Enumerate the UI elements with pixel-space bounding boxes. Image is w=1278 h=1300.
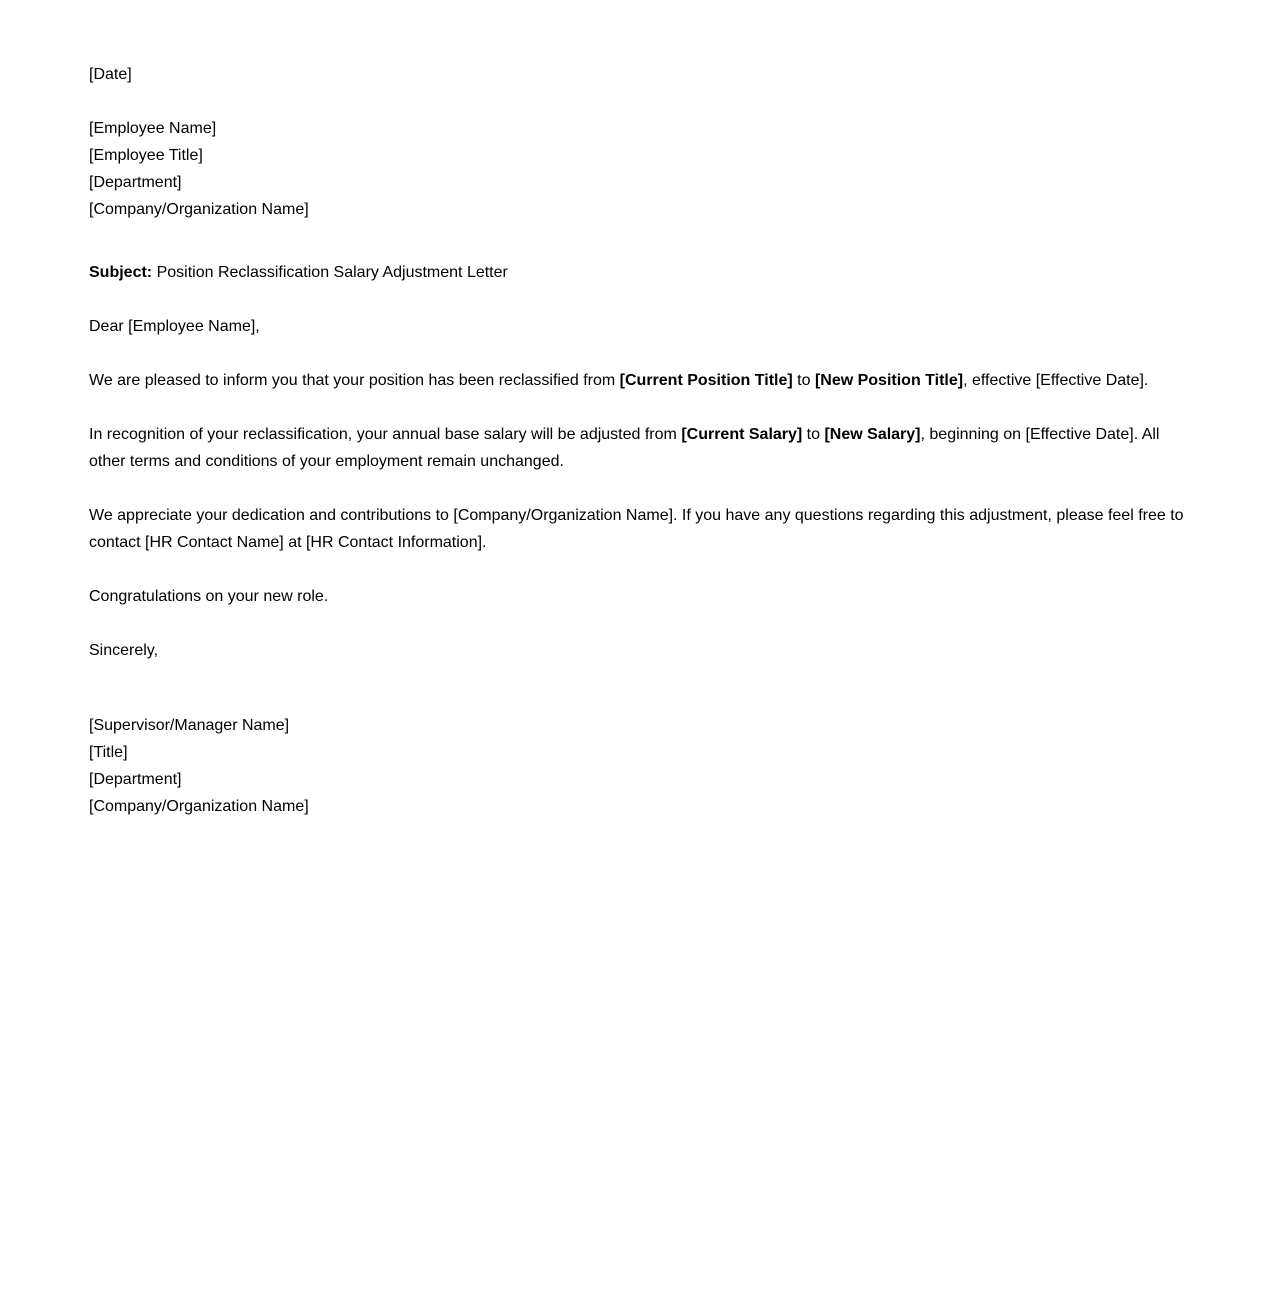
subject-line (89, 259, 1189, 286)
sender-name: [Supervisor/Manager Name] (89, 717, 290, 734)
new-position-title: [New Position Title] (814, 372, 964, 389)
subject-text: Position Reclassification Salary Adjustment Letter (152, 264, 508, 281)
signoff: Sincerely, (89, 642, 159, 659)
p1-text-c: to (792, 372, 815, 389)
recipient-block (89, 115, 1189, 223)
sender-department: [Department] (89, 771, 182, 788)
p2-text-d: , beginning on [Effective Date]. All other terms and conditions of your employment remain unchanged. (89, 426, 1160, 470)
p1-text-a: We are pleased to inform you that your position has been reclassified from (89, 372, 620, 389)
new-salary: [New Salary] (824, 426, 921, 443)
current-position-title: [Current Position Title] (619, 372, 793, 389)
salutation: Dear [Employee Name], (89, 318, 260, 335)
recipient-department: [Department] (89, 174, 182, 191)
paragraph-salary (89, 421, 1189, 475)
p2-text-a: In recognition of your reclassification, your annual base salary will be adjusted from (89, 426, 682, 443)
subject-label: Subject: (89, 264, 153, 281)
paragraph-appreciation: We appreciate your dedication and contributions to [Company/Organization Name]. If you have any questions regarding this adjustment, please feel free to contact [HR Contact Name] at [HR Contact Information]. (89, 507, 1184, 551)
recipient-company: [Company/Organization Name] (89, 201, 309, 218)
sender-block (89, 712, 1189, 820)
recipient-name: [Employee Name] (89, 120, 217, 137)
p1-text-d: , effective [Effective Date]. (963, 372, 1149, 389)
recipient-title: [Employee Title] (89, 147, 203, 164)
closing-line: Congratulations on your new role. (89, 588, 329, 605)
current-salary: [Current Salary] (681, 426, 803, 443)
letter-document (89, 61, 1189, 820)
paragraph-reclassification (89, 367, 1189, 394)
letter-date: [Date] (89, 66, 132, 83)
sender-company: [Company/Organization Name] (89, 798, 309, 815)
p2-text-c: to (802, 426, 825, 443)
sender-title: [Title] (89, 744, 128, 761)
